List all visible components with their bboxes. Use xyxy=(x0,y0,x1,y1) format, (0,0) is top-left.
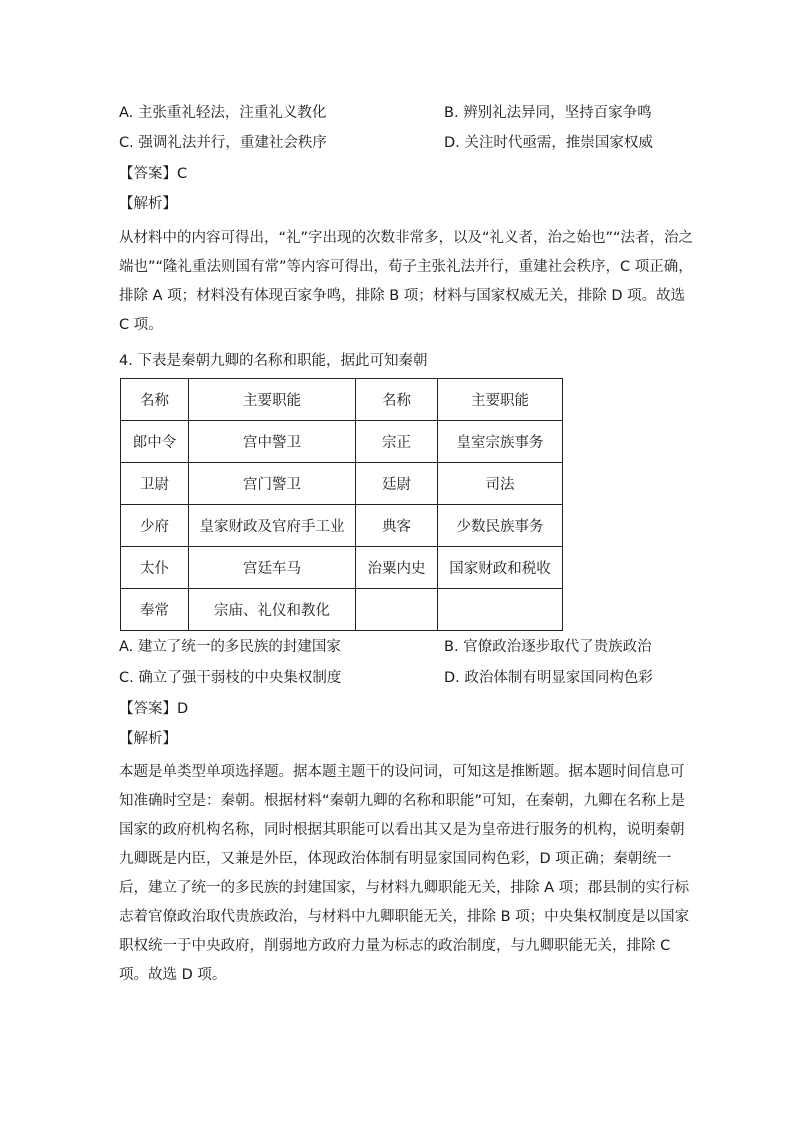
table-row xyxy=(121,421,563,463)
analysis-line: 从材料中的内容可得出，“礼”字出现的次数非常多，以及“礼义者，治之始也”“法者，治之 xyxy=(119,230,694,246)
analysis-paragraph-q3 xyxy=(119,224,694,340)
table-cell: 太仆 xyxy=(121,547,189,589)
table-header-cell: 名称 xyxy=(121,379,189,421)
table-cell: 皇室宗族事务 xyxy=(438,421,563,463)
analysis-line: 端也”“隆礼重法则国有常”等内容可得出，荀子主张礼法并行，重建社会秩序，C 项正确， xyxy=(119,259,693,275)
table-cell: 宫廷车马 xyxy=(189,547,356,589)
analysis-line: C 项。 xyxy=(119,317,163,333)
table-row xyxy=(121,547,563,589)
table-cell: 郎中令 xyxy=(121,421,189,463)
table-cell: 宫中警卫 xyxy=(189,421,356,463)
analysis-line: 职权统一于中央政府，削弱地方政府力量为标志的政治制度，与九卿职能无关，排除 C xyxy=(119,938,671,954)
table-header-cell: 主要职能 xyxy=(189,379,356,421)
option-d-q4: D. 政治体制有明显家国同构色彩 xyxy=(444,670,653,686)
nine-ministers-table xyxy=(120,378,563,631)
analysis-line: 知准确时空是：秦朝。根据材料“秦朝九卿的名称和职能”可知，在秦朝，九卿在名称上是 xyxy=(119,793,686,809)
table-row xyxy=(121,589,563,631)
option-d-q3: D. 关注时代亟需，推崇国家权威 xyxy=(444,135,653,151)
table-cell: 司法 xyxy=(438,463,563,505)
table-row xyxy=(121,463,563,505)
table-cell: 奉常 xyxy=(121,589,189,631)
table-cell xyxy=(356,589,438,631)
table-cell: 卫尉 xyxy=(121,463,189,505)
table-cell: 宗正 xyxy=(356,421,438,463)
analysis-line: 后，建立了统一的多民族的封建国家，与材料九卿职能无关，排除 A 项；郡县制的实行标 xyxy=(119,880,690,896)
table-cell: 宗庙、礼仪和教化 xyxy=(189,589,356,631)
table-cell xyxy=(438,589,563,631)
table-cell: 皇家财政及官府手工业 xyxy=(189,505,356,547)
option-c-q3: C. 强调礼法并行，重建社会秩序 xyxy=(119,135,327,151)
table-header-row xyxy=(121,379,563,421)
table-cell: 治粟内史 xyxy=(356,547,438,589)
table-cell: 宫门警卫 xyxy=(189,463,356,505)
answer-q4: 【答案】D xyxy=(119,701,189,717)
analysis-line: 九卿既是内臣，又兼是外臣，体现政治体制有明显家国同构色彩，D 项正确；秦朝统一 xyxy=(119,851,672,867)
analysis-line: 国家的政府机构名称，同时根据其职能可以看出其又是为皇帝进行服务的机构，说明秦朝 xyxy=(119,822,685,838)
table-cell: 廷尉 xyxy=(356,463,438,505)
question-q4: 4. 下表是秦朝九卿的名称和职能，据此可知秦朝 xyxy=(119,353,428,369)
table-cell: 典客 xyxy=(356,505,438,547)
option-a-q4: A. 建立了统一的多民族的封建国家 xyxy=(119,639,341,655)
analysis-line: 项。故选 D 项。 xyxy=(119,967,227,983)
analysis-line: 本题是单类型单项选择题。据本题主题干的设问词，可知这是推断题。据本题时间信息可 xyxy=(119,764,685,780)
analysis-paragraph-q4 xyxy=(119,758,690,990)
analysis-line: 志着官僚政治取代贵族政治，与材料中九卿职能无关，排除 B 项；中央集权制度是以国家 xyxy=(119,909,690,925)
table-header-cell: 主要职能 xyxy=(438,379,563,421)
table-row xyxy=(121,505,563,547)
option-b-q3: B. 辨别礼法异同，坚持百家争鸣 xyxy=(444,105,652,121)
analysis-label-q3: 【解析】 xyxy=(119,196,177,212)
option-c-q4: C. 确立了强干弱枝的中央集权制度 xyxy=(119,670,342,686)
table-cell: 国家财政和税收 xyxy=(438,547,563,589)
answer-q3: 【答案】C xyxy=(119,166,188,182)
analysis-line: 排除 A 项；材料没有体现百家争鸣，排除 B 项；材料与国家权威无关，排除 D 项。故选 xyxy=(119,288,686,304)
table-cell: 少数民族事务 xyxy=(438,505,563,547)
table-cell: 少府 xyxy=(121,505,189,547)
option-b-q4: B. 官僚政治逐步取代了贵族政治 xyxy=(444,639,652,655)
option-a-q3: A. 主张重礼轻法，注重礼义教化 xyxy=(119,105,327,121)
analysis-label-q4: 【解析】 xyxy=(119,731,177,747)
table-header-cell: 名称 xyxy=(356,379,438,421)
